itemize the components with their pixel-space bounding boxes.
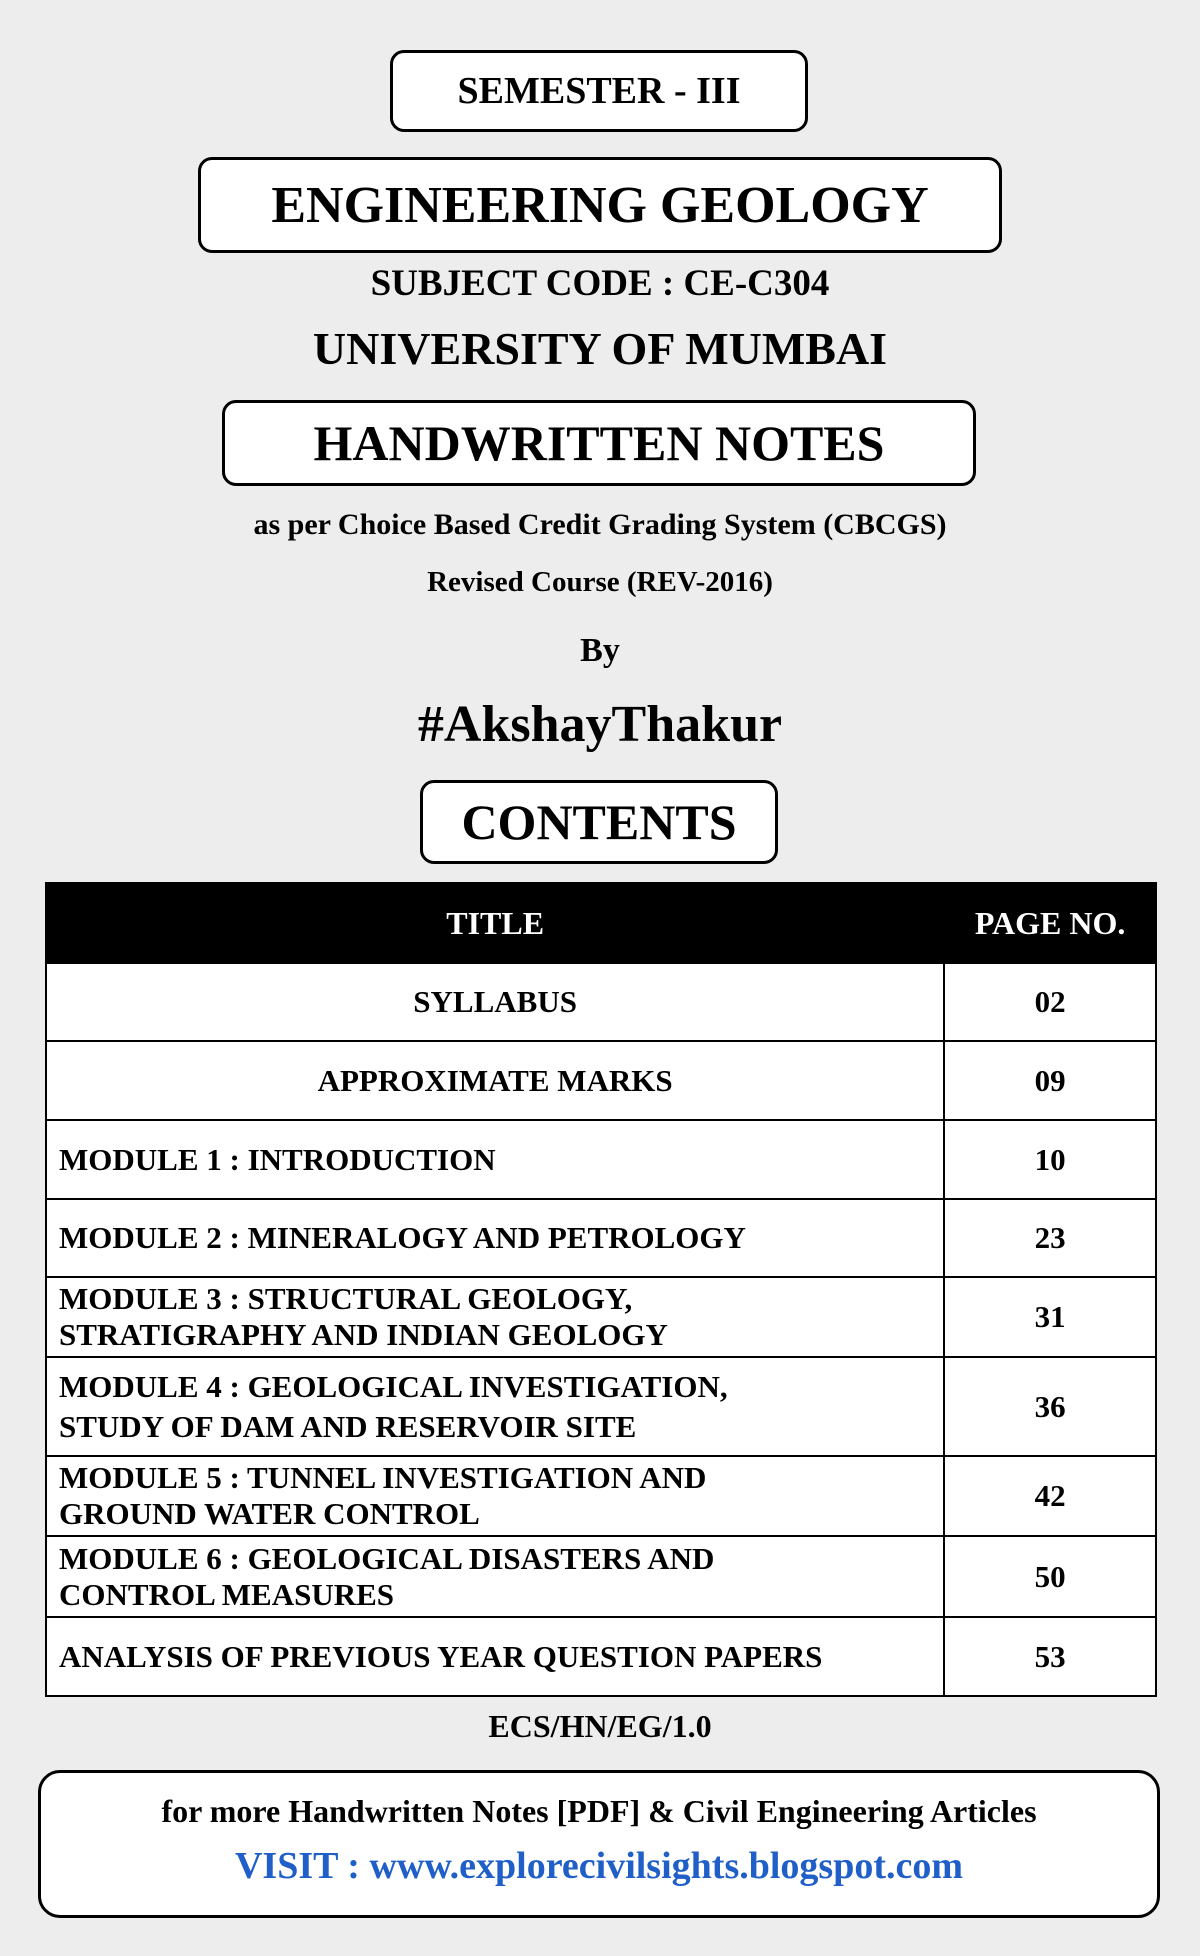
row-page: 53	[944, 1617, 1156, 1696]
row-page: 31	[944, 1277, 1156, 1357]
row-title	[46, 1456, 944, 1536]
notes-type	[222, 400, 976, 486]
by-label: By	[580, 632, 620, 669]
column-header-title: TITLE	[46, 883, 944, 963]
row-title-line: GROUND WATER CONTROL	[59, 1496, 480, 1531]
row-title-line: STUDY OF DAM AND RESERVOIR SITE	[59, 1408, 637, 1444]
row-title-line: STRATIGRAPHY AND INDIAN GEOLOGY	[59, 1317, 668, 1352]
notes-type-text: HANDWRITTEN NOTES	[313, 415, 885, 471]
row-title: ANALYSIS OF PREVIOUS YEAR QUESTION PAPERS	[46, 1617, 944, 1696]
semester-label	[390, 50, 808, 132]
row-title	[46, 1357, 944, 1456]
table-row	[46, 1120, 1156, 1199]
table-row	[46, 963, 1156, 1041]
table-row	[46, 1041, 1156, 1120]
row-title-line: MODULE 3 : STRUCTURAL GEOLOGY,	[59, 1281, 633, 1316]
course-revision: Revised Course (REV-2016)	[427, 566, 773, 598]
grading-scheme: as per Choice Based Credit Grading System (CBCGS)	[253, 508, 947, 541]
row-page: 02	[944, 963, 1156, 1041]
promo-box	[38, 1770, 1160, 1918]
row-title-line: MODULE 4 : GEOLOGICAL INVESTIGATION,	[59, 1368, 728, 1404]
row-title: MODULE 1 : INTRODUCTION	[46, 1120, 944, 1199]
row-page: 09	[944, 1041, 1156, 1120]
document-code: ECS/HN/EG/1.0	[488, 1708, 712, 1744]
table-row	[46, 1617, 1156, 1696]
row-title-line: MODULE 5 : TUNNEL INVESTIGATION AND	[59, 1460, 707, 1495]
subject-title-text: ENGINEERING GEOLOGY	[271, 176, 929, 234]
university-name: UNIVERSITY OF MUMBAI	[312, 323, 888, 374]
author-name: #AkshayThakur	[417, 696, 783, 753]
row-page: 10	[944, 1120, 1156, 1199]
promo-text: for more Handwritten Notes [PDF] & Civil Engineering Articles	[161, 1793, 1037, 1829]
visit-link[interactable]: VISIT : www.explorecivilsights.blogspot.com	[234, 1845, 964, 1887]
table-header-row	[46, 883, 1156, 963]
row-title	[46, 1277, 944, 1357]
row-title: SYLLABUS	[46, 963, 944, 1041]
table-row	[46, 1357, 1156, 1456]
semester-text: SEMESTER - III	[457, 70, 741, 112]
table-row	[46, 1536, 1156, 1617]
subject-code: SUBJECT CODE : CE-C304	[370, 263, 830, 304]
row-page: 42	[944, 1456, 1156, 1536]
contents-heading-text: CONTENTS	[461, 794, 737, 850]
subject-title	[198, 157, 1002, 253]
row-title	[46, 1536, 944, 1617]
column-header-page: PAGE NO.	[944, 883, 1156, 963]
row-title: MODULE 2 : MINERALOGY AND PETROLOGY	[46, 1199, 944, 1277]
table-row	[46, 1199, 1156, 1277]
row-title-line: CONTROL MEASURES	[59, 1576, 395, 1612]
table-row	[46, 1456, 1156, 1536]
row-title-line: MODULE 6 : GEOLOGICAL DISASTERS AND	[59, 1540, 715, 1576]
row-page: 23	[944, 1199, 1156, 1277]
row-title: APPROXIMATE MARKS	[46, 1041, 944, 1120]
contents-table	[45, 882, 1157, 1697]
table-row	[46, 1277, 1156, 1357]
row-page: 50	[944, 1536, 1156, 1617]
contents-heading	[420, 780, 778, 864]
row-page: 36	[944, 1357, 1156, 1456]
